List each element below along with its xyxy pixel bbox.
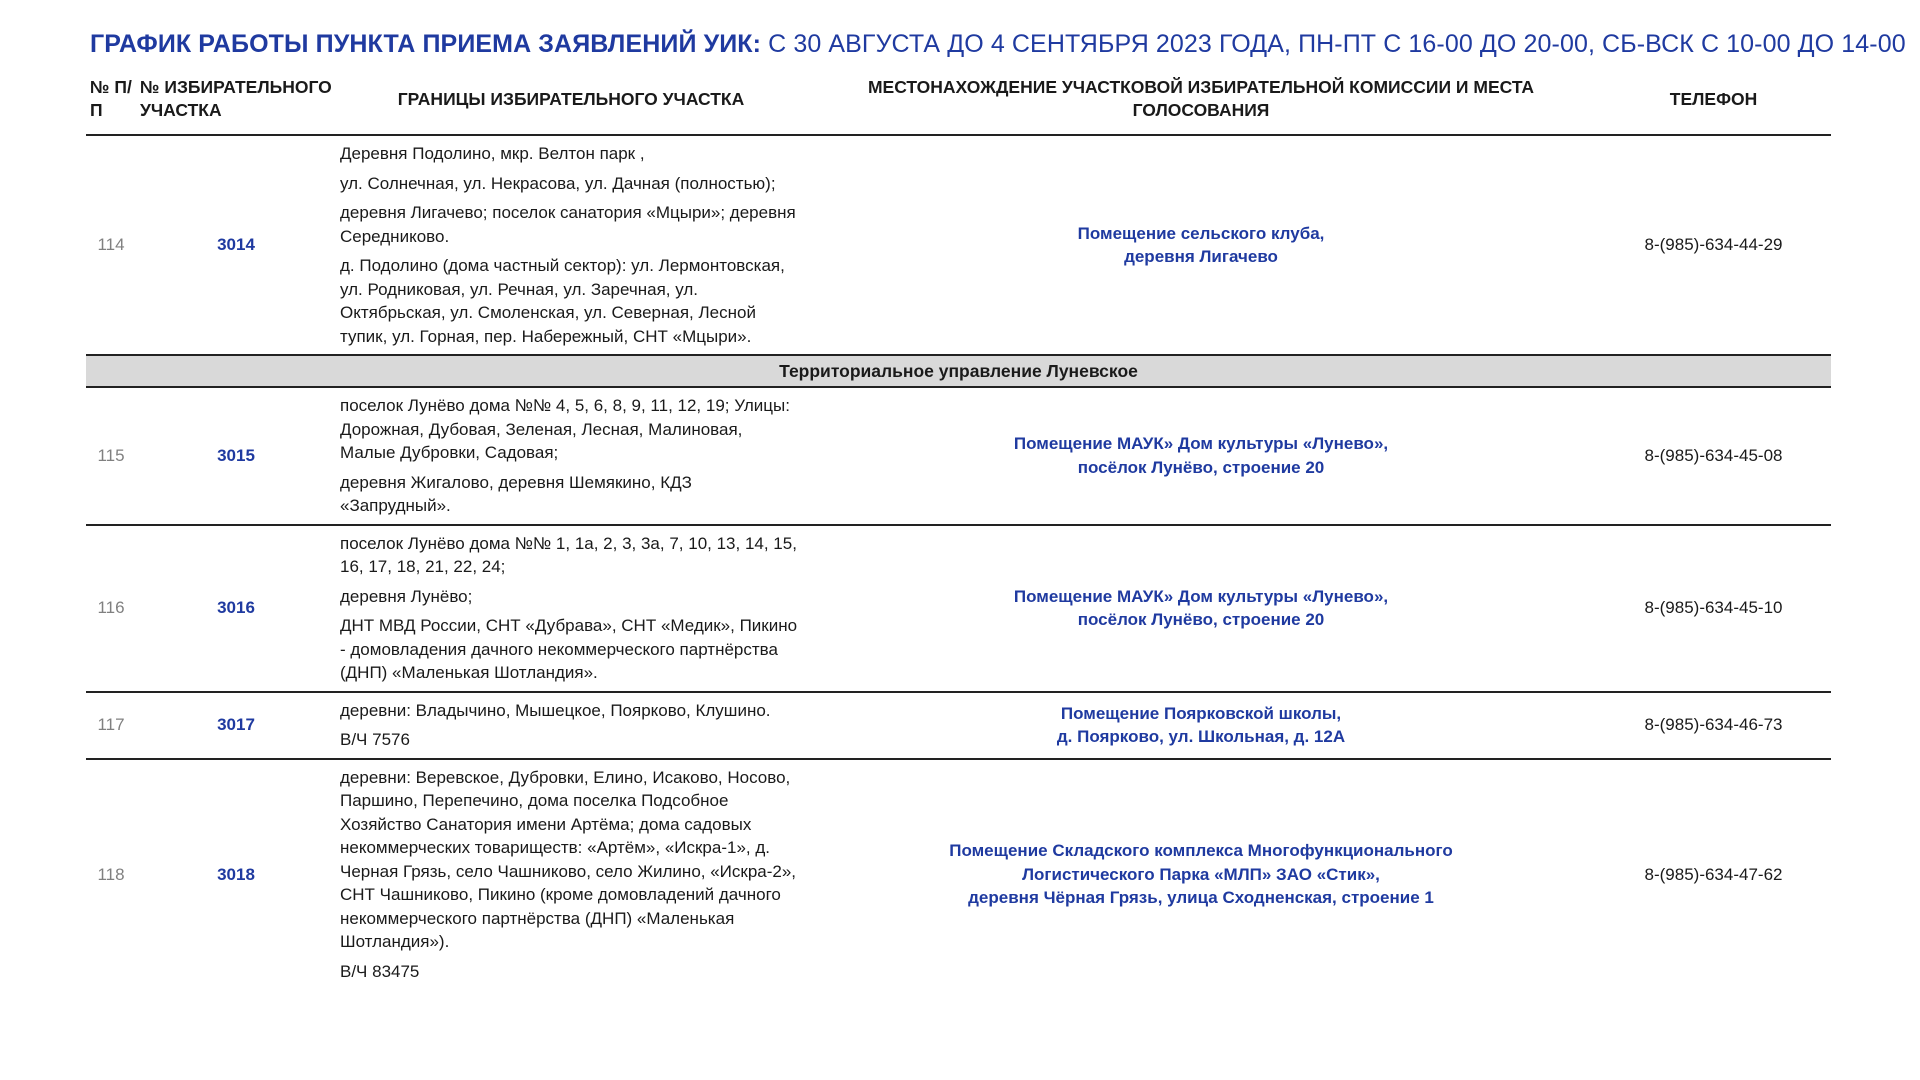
phone-number: 8-(985)-634-45-08 [1596,387,1831,525]
precinct-number: 3017 [136,692,336,759]
commission-location [806,525,1596,692]
location-line: д. Поярково, ул. Школьная, д. 12А [1056,727,1346,746]
column-header-location: МЕСТОНАХОЖДЕНИЕ УЧАСТКОВОЙ ИЗБИРАТЕЛЬНОЙ КОМИССИИ И МЕСТА ГОЛОСОВАНИЯ [806,74,1596,135]
column-header-boundaries: ГРАНИЦЫ ИЗБИРАТЕЛЬНОГО УЧАСТКА [336,74,806,135]
row-number: 118 [97,864,125,884]
boundary-line: деревни: Веревское, Дубровки, Елино, Исаково, Носово, Паршино, Перепечино, дома поселка Подсобное Хозяйство Санатория имени Артёма; дома садовых некоммерческих товариществ: «Артём», «Искра-1», д. Черная Грязь, село Чашниково, село Жилино, «Искра-2», СНТ Чашниково, Пикино (кроме домовладений дачного некоммерческого партнёрства (ДНП) «Маленькая Шотландия»). [340,767,797,951]
boundary-line: Деревня Подолино, мкр. Велтон парк , [340,144,645,163]
precinct-number: 3018 [217,864,255,884]
row-number: 117 [86,692,136,759]
precinct-boundaries [336,692,806,759]
location-line: посёлок Лунёво, строение 20 [1077,610,1325,629]
precincts-table [86,74,1831,989]
section-title: Территориальное управление Луневское [86,355,1831,387]
precinct-boundaries [336,525,806,692]
boundary-line: В/Ч 83475 [340,961,420,981]
location-line: деревня Чёрная Грязь, улица Сходненская, строение 1 [968,888,1434,907]
boundary-line: деревня Лигачево; поселок санатория «Мцыри»; деревня Середниково. [340,203,796,246]
table-row [86,692,1831,759]
location-line: Помещение МАУК» Дом культуры «Лунево», [1013,586,1389,606]
phone-number: 8-(985)-634-44-29 [1596,135,1831,355]
title-bold-part: ГРАФИК РАБОТЫ ПУНКТА ПРИЕМА ЗАЯВЛЕНИЙ УИК: [90,30,762,58]
boundary-line: деревня Лунёво; [340,586,473,606]
precinct-number: 3014 [136,135,336,355]
column-header-phone: ТЕЛЕФОН [1596,74,1831,135]
boundary-line: ДНТ МВД России, СНТ «Дубрава», СНТ «Медик», Пикино - домовладения дачного некоммерческого партнёрства (ДНП) «Маленькая Шотландия». [340,616,798,682]
phone-number: 8-(985)-634-46-73 [1596,692,1831,759]
commission-location [806,387,1596,525]
location-line: Помещение Складского комплекса Многофункционального [949,841,1453,860]
location-line: Помещение Поярковской школы, [1060,703,1342,723]
location-line: Помещение МАУК» Дом культуры «Лунево», [1013,434,1389,454]
column-header-precinct: № ИЗБИРАТЕЛЬНОГО УЧАСТКА [136,74,336,135]
commission-location [806,759,1596,990]
location-line: деревня Лигачево [1124,247,1278,266]
row-number: 116 [86,525,136,692]
table-row [86,759,1831,990]
column-header-num: № П/П [86,74,136,135]
table-header-row [86,74,1831,135]
commission-location [806,135,1596,355]
precinct-number: 3016 [136,525,336,692]
boundary-line: ул. Солнечная, ул. Некрасова, ул. Дачная (полностью); [340,173,776,193]
location-line: Логистического Парка «МЛП» ЗАО «Стик», [1022,864,1380,884]
boundary-line: деревня Жигалово, деревня Шемякино, КДЗ «Запрудный». [340,472,692,515]
boundary-line: д. Подолино (дома частный сектор): ул. Лермонтовская, ул. Родниковая, ул. Речная, ул. Заречная, ул. Октябрьская, ул. Смоленская, ул. Северная, Лесной тупик, ул. Горная, пер. Набережный, СНТ «Мцыри». [340,256,785,346]
row-number: 114 [86,135,136,355]
precinct-boundaries [336,387,806,525]
boundary-line: деревни: Владычино, Мышецкое, Поярково, Клушино. [340,700,771,720]
location-line: Помещение сельского клуба, [1077,223,1325,243]
boundary-line: поселок Лунёво дома №№ 1, 1а, 2, 3, 3а, 7, 10, 13, 14, 15, 16, 17, 18, 21, 22, 24; [340,533,797,576]
location-line: посёлок Лунёво, строение 20 [1077,457,1325,477]
page-title [90,30,1906,59]
title-schedule-part: С 30 АВГУСТА ДО 4 СЕНТЯБРЯ 2023 ГОДА, ПН-ПТ С 16-00 ДО 20-00, СБ-ВСК С 10-00 ДО 14-00 [761,30,1906,58]
commission-location [806,692,1596,759]
section-row [86,355,1831,387]
boundary-line: поселок Лунёво дома №№ 4, 5, 6, 8, 9, 11, 12, 19; Улицы: Дорожная, Дубовая, Зеленая, Лесная, Малиновая, Малые Дубровки, Садовая; [340,396,790,462]
phone-number: 8-(985)-634-45-10 [1596,525,1831,692]
table-row [86,135,1831,355]
precinct-boundaries [336,759,806,990]
table-row [86,387,1831,525]
boundary-line: В/Ч 7576 [340,730,410,749]
row-number: 115 [86,387,136,525]
precinct-boundaries [336,135,806,355]
phone-number: 8-(985)-634-47-62 [1644,864,1783,884]
precinct-number: 3015 [136,387,336,525]
table-row [86,525,1831,692]
